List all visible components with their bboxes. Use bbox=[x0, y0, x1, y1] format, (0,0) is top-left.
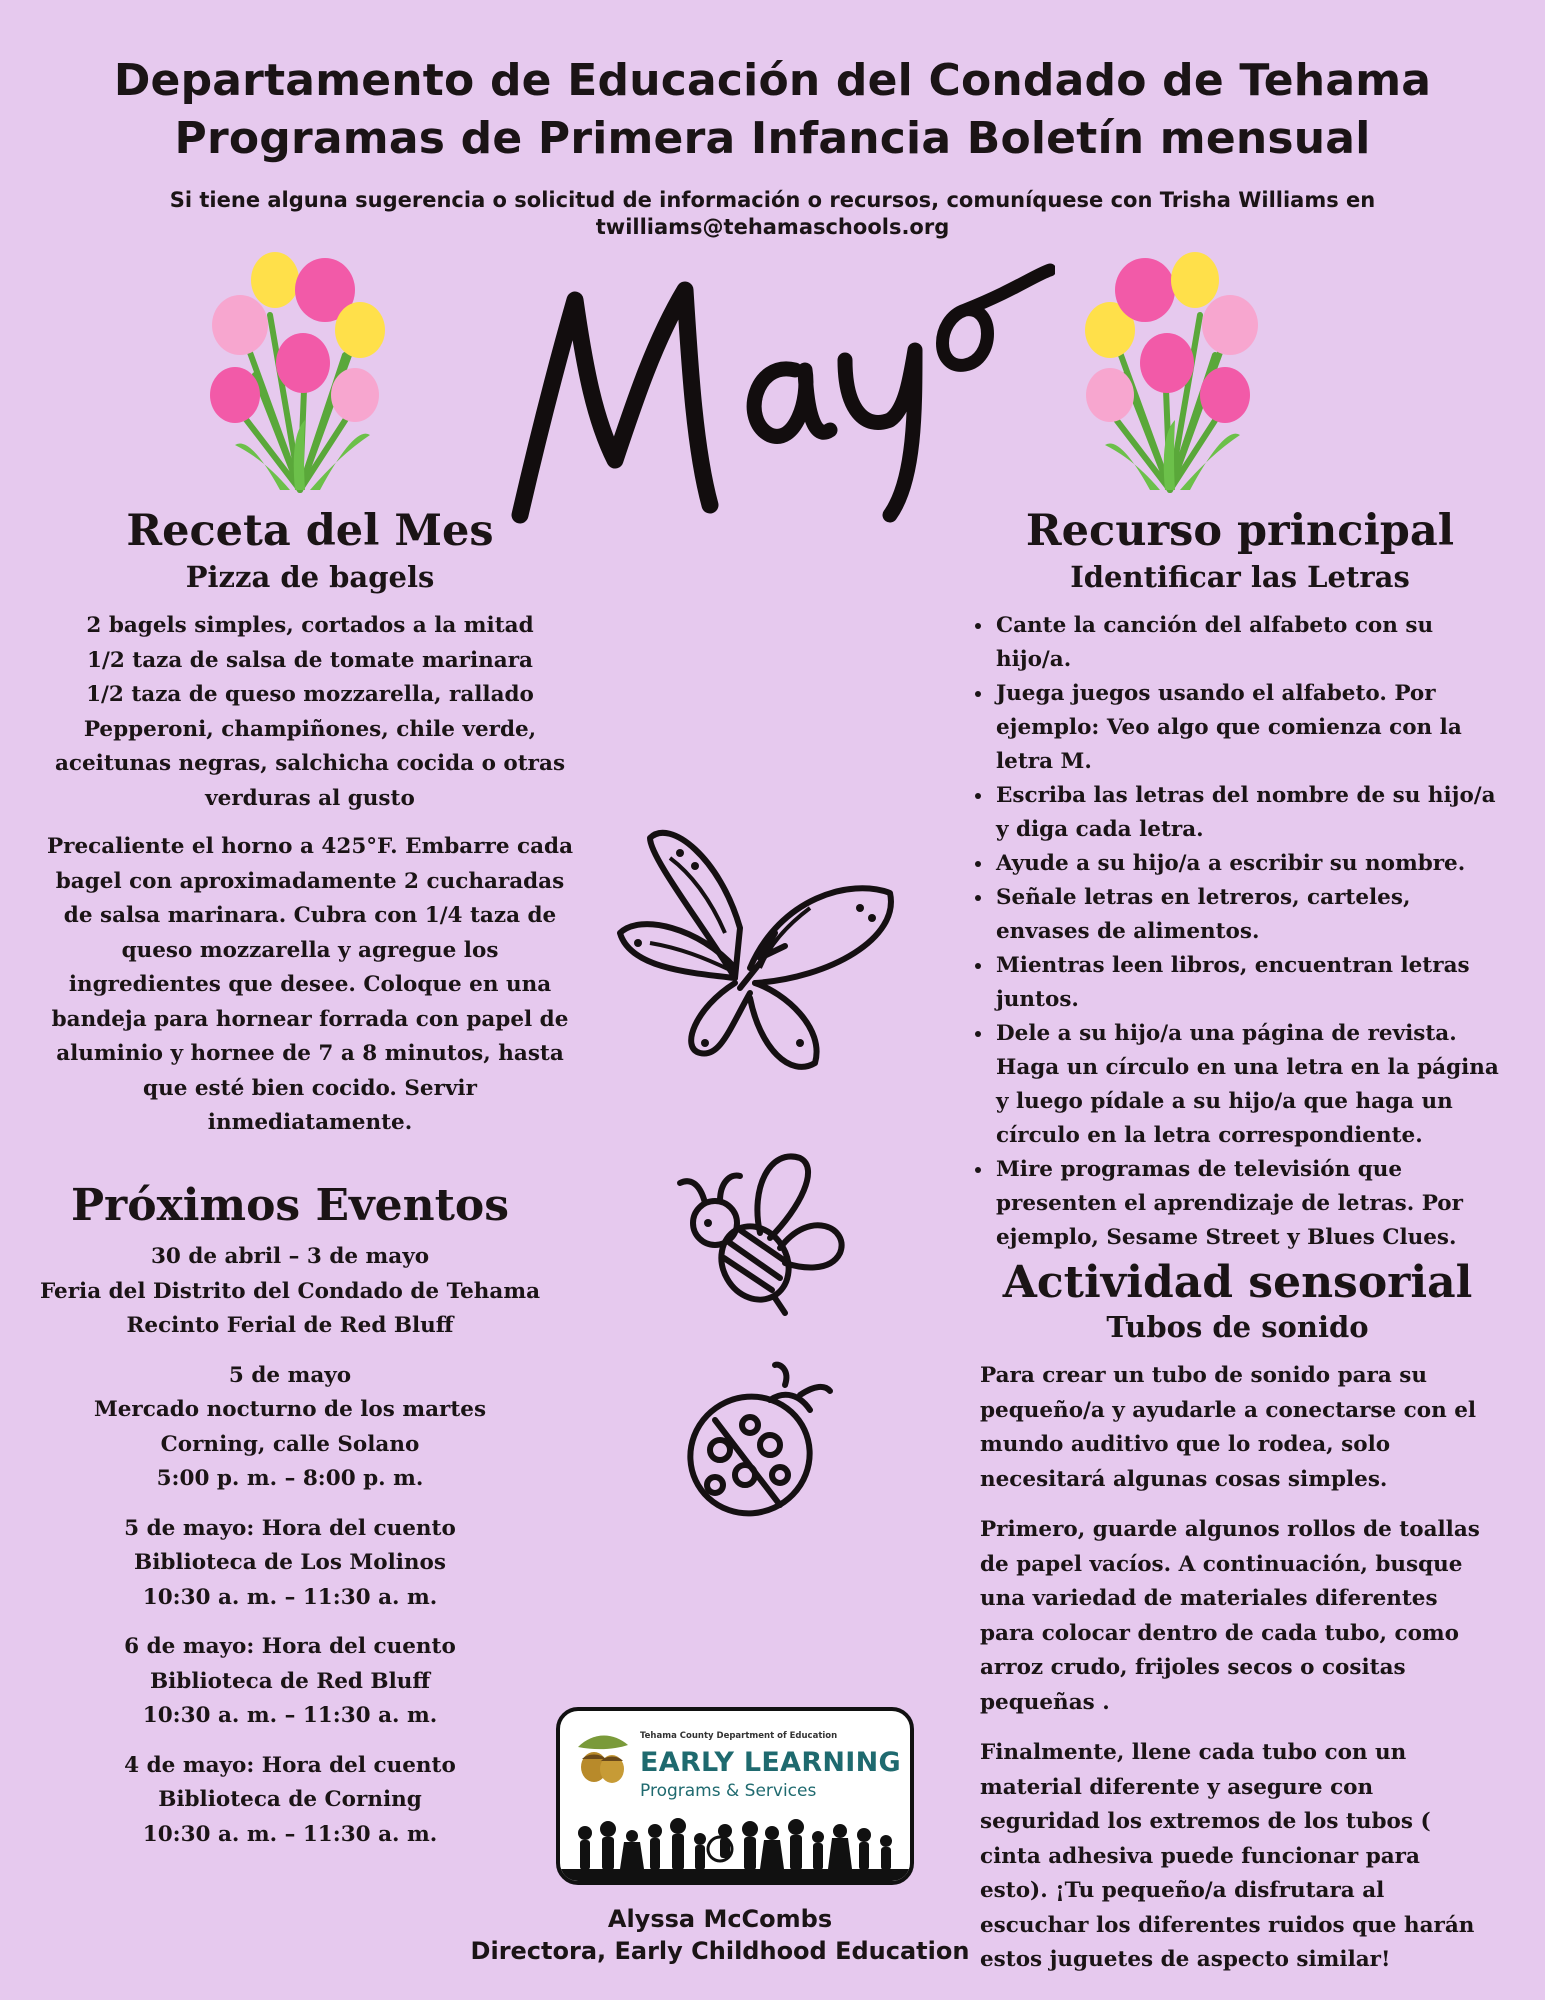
ingredient-item: 2 bagels simples, cortados a la mitad bbox=[86, 613, 534, 638]
events-section bbox=[40, 1180, 540, 1867]
list-item: • Escriba las letras del nombre de su hijo/a y diga cada letra. bbox=[994, 779, 1505, 847]
logo-main-text: EARLY LEARNING bbox=[640, 1747, 902, 1778]
event-location: Recinto Ferial de Red Bluff bbox=[126, 1313, 454, 1338]
list-item: • Señale letras en letreros, carteles, envases de alimentos. bbox=[994, 881, 1505, 949]
ingredient-item: 1/2 taza de queso mozzarella, rallado bbox=[86, 682, 534, 707]
contact-text: Si tiene alguna sugerencia o solicitud de información o recursos, comuníquese con Trisha Williams en bbox=[169, 188, 1376, 212]
resource-tips-list bbox=[960, 609, 1505, 1255]
event-date: 5 de mayo bbox=[228, 1362, 352, 1388]
sensory-instructions bbox=[980, 1359, 1495, 1978]
event-date: 6 de mayo: Hora del cuento bbox=[124, 1634, 456, 1659]
event-location: Biblioteca de Red Bluff bbox=[149, 1668, 431, 1694]
contact-email: twilliams@tehamaschools.org bbox=[595, 215, 950, 239]
event-location: Biblioteca de Los Molinos bbox=[134, 1550, 446, 1575]
sensory-subtitle: Tubos de sonido bbox=[1106, 1310, 1369, 1344]
recipe-subtitle: Pizza de bagels bbox=[185, 560, 435, 594]
event-name: Feria del Distrito del Condado de Tehama bbox=[39, 1278, 541, 1304]
event-date: 5 de mayo: Hora del cuento bbox=[124, 1515, 456, 1541]
newsletter-title bbox=[0, 52, 1545, 168]
tulip-bouquet-right-icon bbox=[1065, 245, 1275, 495]
events-list bbox=[30, 1240, 550, 1852]
event-time: 10:30 a. m. – 11:30 a. m. bbox=[142, 1584, 438, 1610]
sensory-title: Actividad sensorial bbox=[1002, 1257, 1473, 1308]
resource-subtitle: Identificar las Letras bbox=[1070, 560, 1410, 594]
recipe-instructions: Precaliente el horno a 425°F. Embarre cada bagel con aproximadamente 2 cucharadas de salsa marinara. Cubra con 1/4 taza de queso mozzarella y agregue los ingredientes que desee. Coloque en una bandeja para hornear forrada con papel de aluminio y hornee de 7 a 8 minutos, hasta que esté bien cocido. Servir inmediatamente. bbox=[46, 834, 574, 1135]
ladybug-icon bbox=[675, 1355, 835, 1530]
event-item bbox=[30, 1512, 550, 1616]
event-time: 10:30 a. m. – 11:30 a. m. bbox=[142, 1703, 438, 1728]
ingredient-item: Pepperoni, champiñones, chile verde, aceitunas negras, salchicha cocida o otras verduras al gusto bbox=[54, 716, 566, 811]
sensory-paragraph: Para crear un tubo de sonido para su pequeño/a y ayudarle a conectarse con el mundo auditivo que lo rodea, solo necesitará algunas cosas simples. bbox=[980, 1363, 1477, 1492]
sensory-paragraph: Finalmente, llene cada tubo con un material diferente y asegure con seguridad los extremos de los tubos ( cinta adhesiva puede funcionar para esto). ¡Tu pequeño/a disfrutara al escuchar los diferentes ruidos que harán estos juguetes de aspecto similar! bbox=[980, 1740, 1475, 1972]
resource-title: Recurso principal bbox=[1025, 506, 1455, 556]
butterfly-icon bbox=[610, 818, 900, 1080]
children-silhouette-icon bbox=[560, 1811, 910, 1881]
acorn-icon bbox=[568, 1727, 634, 1793]
event-item bbox=[30, 1749, 550, 1853]
recipe-ingredients bbox=[40, 609, 580, 816]
tulip-bouquet-left-icon bbox=[195, 245, 405, 495]
list-item: • Juega juegos usando el alfabeto. Por ejemplo: Veo algo que comienza con la letra M. bbox=[994, 677, 1505, 779]
event-location: Biblioteca de Corning bbox=[158, 1787, 422, 1812]
sensory-paragraph: Primero, guarde algunos rollos de toallas de papel vacíos. A continuación, busque una variedad de materiales diferentes para colocar dentro de cada tubo, como arroz crudo, frijoles secos o cositas pequeñas . bbox=[980, 1517, 1480, 1715]
list-item: • Cante la canción del alfabeto con su hijo/a. bbox=[994, 609, 1505, 677]
month-text: Mayo bbox=[495, 250, 498, 251]
event-date: 4 de mayo: Hora del cuento bbox=[124, 1752, 456, 1778]
event-time: 5:00 p. m. – 8:00 p. m. bbox=[156, 1466, 424, 1491]
director-name: Alyssa McCombs bbox=[607, 1905, 833, 1933]
event-location: Corning, calle Solano bbox=[160, 1431, 420, 1457]
contact-info bbox=[100, 187, 1445, 241]
list-item: • Ayude a su hijo/a a escribir su nombre. bbox=[994, 847, 1505, 881]
recipe-section bbox=[40, 505, 580, 1141]
title-line-2: Programas de Primera Infancia Boletín mensual bbox=[174, 113, 1371, 164]
early-learning-logo bbox=[556, 1707, 914, 1885]
title-line-1: Departamento de Educación del Condado de Tehama bbox=[113, 55, 1432, 106]
event-date: 30 de abril – 3 de mayo bbox=[150, 1244, 430, 1269]
director-role: Directora, Early Childhood Education bbox=[470, 1937, 970, 1965]
recipe-title: Receta del Mes bbox=[126, 506, 494, 556]
logo-department: Tehama County Department of Education bbox=[640, 1731, 838, 1741]
list-item: • Dele a su hijo/a una página de revista. Haga un círculo en una letra en la página y luego pídale a su hijo/a que haga un círculo en la letra correspondiente. bbox=[994, 1017, 1505, 1153]
logo-subtext: Programs & Services bbox=[640, 1781, 817, 1801]
event-name: Mercado nocturno de los martes bbox=[93, 1397, 487, 1422]
bee-icon bbox=[660, 1138, 850, 1318]
sensory-section bbox=[980, 1257, 1495, 1978]
event-item bbox=[30, 1359, 550, 1497]
ingredient-item: 1/2 taza de salsa de tomate marinara bbox=[87, 647, 533, 673]
list-item: • Mire programas de televisión que presenten el aprendizaje de letras. Por ejemplo, Sesame Street y Blues Clues. bbox=[994, 1153, 1505, 1255]
signature-block bbox=[400, 1903, 1040, 1967]
event-time: 10:30 a. m. – 11:30 a. m. bbox=[142, 1821, 438, 1847]
event-item bbox=[30, 1240, 550, 1344]
event-item bbox=[30, 1630, 550, 1734]
events-title: Próximos Eventos bbox=[70, 1180, 510, 1231]
list-item: • Mientras leen libros, encuentran letras juntos. bbox=[994, 949, 1505, 1017]
month-mayo-lettering bbox=[495, 250, 1055, 530]
resource-section bbox=[960, 505, 1505, 1255]
